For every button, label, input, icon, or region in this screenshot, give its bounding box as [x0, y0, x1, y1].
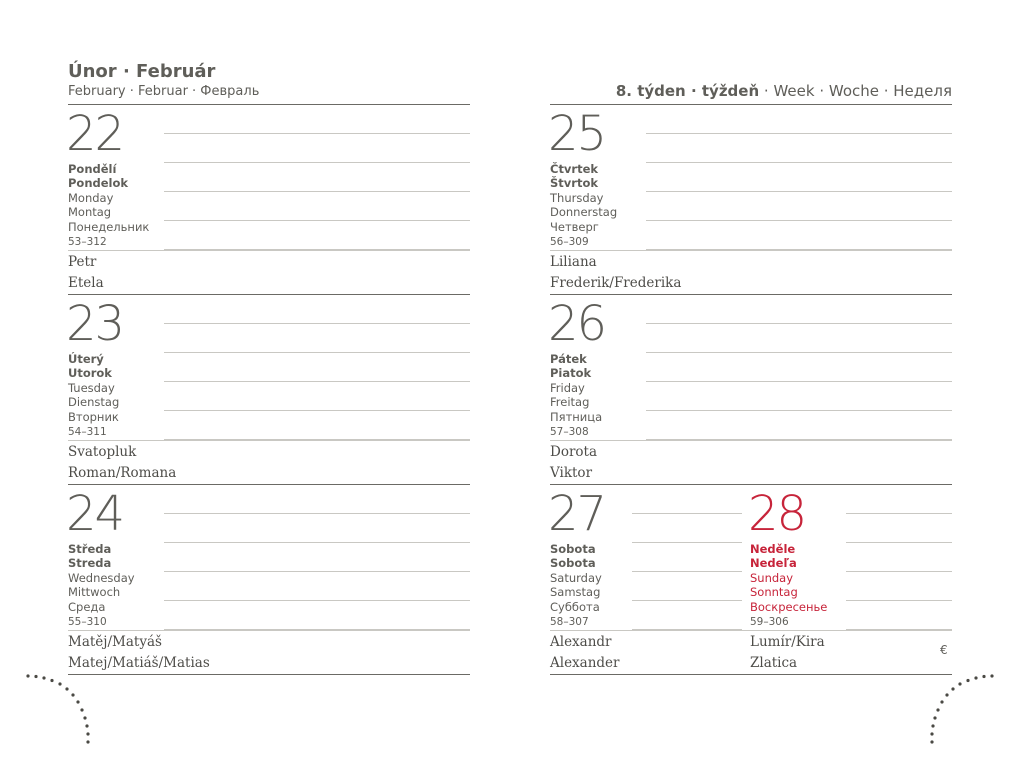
day-rule: [550, 674, 952, 675]
day-name-cz: Pondělí: [68, 162, 117, 176]
writing-line[interactable]: [164, 410, 470, 411]
day-name-en: Tuesday: [68, 380, 115, 395]
day-name-ru: Среда: [68, 599, 106, 614]
writing-line[interactable]: [164, 133, 470, 134]
day-name-en: Saturday: [550, 570, 602, 585]
nameday-cz: Liliana: [550, 254, 597, 270]
writing-line[interactable]: [164, 352, 470, 353]
writing-line[interactable]: [164, 162, 470, 163]
day-block[interactable]: [550, 294, 952, 484]
day-name-en: Friday: [550, 380, 585, 395]
nameday-sk: Zlatica: [750, 655, 798, 671]
day-name-de: Donnerstag: [550, 205, 618, 220]
day-names: [550, 162, 617, 249]
binding-dots-left: [20, 668, 100, 748]
publisher-logo-icon: €: [940, 643, 948, 657]
day-count: 56–309: [550, 236, 589, 249]
sunday-block[interactable]: [750, 484, 952, 674]
nameday-sk: Alexander: [550, 655, 620, 671]
day-name-cz: Neděle: [750, 542, 796, 556]
day-name-en: Wednesday: [68, 570, 135, 585]
writing-line[interactable]: [646, 162, 952, 163]
writing-line[interactable]: [846, 629, 952, 630]
day-name-de: Samstag: [550, 585, 601, 600]
writing-line[interactable]: [646, 352, 952, 353]
month-subtitle: February · Februar · Февраль: [68, 84, 260, 99]
day-number: 25: [548, 106, 606, 162]
nameday-rule: [550, 250, 952, 251]
writing-line[interactable]: [846, 600, 952, 601]
nameday-cz: Lumír/Kira: [750, 634, 825, 650]
day-number: 27: [548, 486, 606, 542]
day-block[interactable]: [68, 294, 470, 484]
day-name-sk: Štvrtok: [550, 176, 598, 191]
writing-line[interactable]: [846, 571, 952, 572]
writing-line[interactable]: [646, 133, 952, 134]
nameday-rule: [68, 250, 470, 251]
day-names: [68, 542, 135, 629]
day-name-cz: Středa: [68, 542, 112, 556]
day-name-ru: Пятница: [550, 409, 603, 424]
writing-line[interactable]: [632, 600, 742, 601]
nameday-cz: Petr: [68, 254, 97, 270]
writing-line[interactable]: [846, 542, 952, 543]
week-label: 8. týden · týždeň: [615, 82, 760, 100]
writing-line[interactable]: [164, 323, 470, 324]
day-name-sk: Piatok: [550, 366, 592, 381]
day-name-ru: Понедельник: [68, 219, 150, 234]
day-count: 59–306: [750, 616, 789, 629]
writing-line[interactable]: [846, 513, 952, 514]
day-name-ru: Воскресенье: [750, 599, 828, 614]
day-count: 57–308: [550, 426, 589, 439]
day-name-sk: Streda: [68, 556, 112, 571]
writing-line[interactable]: [632, 571, 742, 572]
day-names: [550, 542, 602, 629]
day-block[interactable]: [68, 104, 470, 294]
writing-line[interactable]: [632, 542, 742, 543]
nameday-sk: Frederik/Frederika: [550, 275, 682, 291]
day-name-cz: Sobota: [550, 542, 596, 556]
day-number: 26: [548, 296, 606, 352]
writing-line[interactable]: [646, 323, 952, 324]
day-name-en: Monday: [68, 190, 114, 205]
day-block[interactable]: [68, 484, 470, 674]
day-block-weekend[interactable]: [550, 484, 952, 674]
day-number: 23: [66, 296, 124, 352]
writing-line[interactable]: [164, 571, 470, 572]
nameday-sk: Etela: [68, 275, 104, 291]
day-names: [68, 162, 149, 249]
sunday-number: 28: [748, 486, 806, 542]
writing-line[interactable]: [164, 191, 470, 192]
writing-line[interactable]: [646, 381, 952, 382]
nameday-sk: Viktor: [550, 465, 593, 481]
day-name-sk: Pondelok: [68, 176, 129, 191]
nameday-cz: Alexandr: [550, 634, 612, 650]
day-name-sk: Sobota: [550, 556, 596, 571]
day-name-en: Sunday: [750, 570, 794, 585]
day-name-ru: Четверг: [550, 219, 599, 234]
day-name-sk: Nedeľa: [750, 556, 797, 571]
binding-dots-right: [920, 668, 1000, 748]
day-count: 54–311: [68, 426, 107, 439]
nameday-cz: Dorota: [550, 444, 598, 460]
day-number: 24: [66, 486, 124, 542]
nameday-rule: [550, 440, 952, 441]
writing-line[interactable]: [646, 191, 952, 192]
day-name-de: Sonntag: [750, 585, 798, 600]
writing-line[interactable]: [164, 220, 470, 221]
nameday-rule: [68, 440, 470, 441]
day-block[interactable]: [550, 104, 952, 294]
day-names: [550, 352, 602, 439]
writing-line[interactable]: [646, 410, 952, 411]
day-name-cz: Úterý: [68, 352, 104, 366]
month-title: Únor · Február: [68, 61, 216, 82]
week-label-other: · Week · Woche · Неделя: [759, 82, 952, 100]
day-name-de: Dienstag: [68, 395, 120, 410]
nameday-cz: Matěj/Matyáš: [68, 634, 162, 650]
writing-line[interactable]: [164, 542, 470, 543]
sunday-names: [750, 542, 827, 629]
day-name-cz: Pátek: [550, 352, 587, 366]
day-name-ru: Суббота: [550, 599, 600, 614]
day-count: 58–307: [550, 616, 589, 629]
day-names: [68, 352, 119, 439]
nameday-sk: Roman/Romana: [68, 465, 177, 481]
writing-line[interactable]: [164, 600, 470, 601]
writing-line[interactable]: [632, 513, 742, 514]
day-rule: [68, 674, 470, 675]
nameday-sk: Matej/Matiáš/Matias: [68, 655, 210, 671]
day-number: 22: [66, 106, 124, 162]
day-name-sk: Utorok: [68, 366, 112, 381]
nameday-rule: [68, 630, 470, 631]
day-name-de: Montag: [68, 205, 112, 220]
nameday-cz: Svatopluk: [68, 444, 137, 460]
week-header: [616, 82, 952, 100]
day-name-cz: Čtvrtek: [550, 162, 599, 176]
writing-line[interactable]: [164, 381, 470, 382]
day-count: 55–310: [68, 616, 107, 629]
day-name-ru: Вторник: [68, 409, 119, 424]
day-count: 53–312: [68, 236, 107, 249]
writing-line[interactable]: [164, 513, 470, 514]
day-name-de: Mittwoch: [68, 585, 121, 600]
writing-line[interactable]: [646, 220, 952, 221]
day-name-de: Freitag: [550, 395, 590, 410]
day-name-en: Thursday: [550, 190, 604, 205]
